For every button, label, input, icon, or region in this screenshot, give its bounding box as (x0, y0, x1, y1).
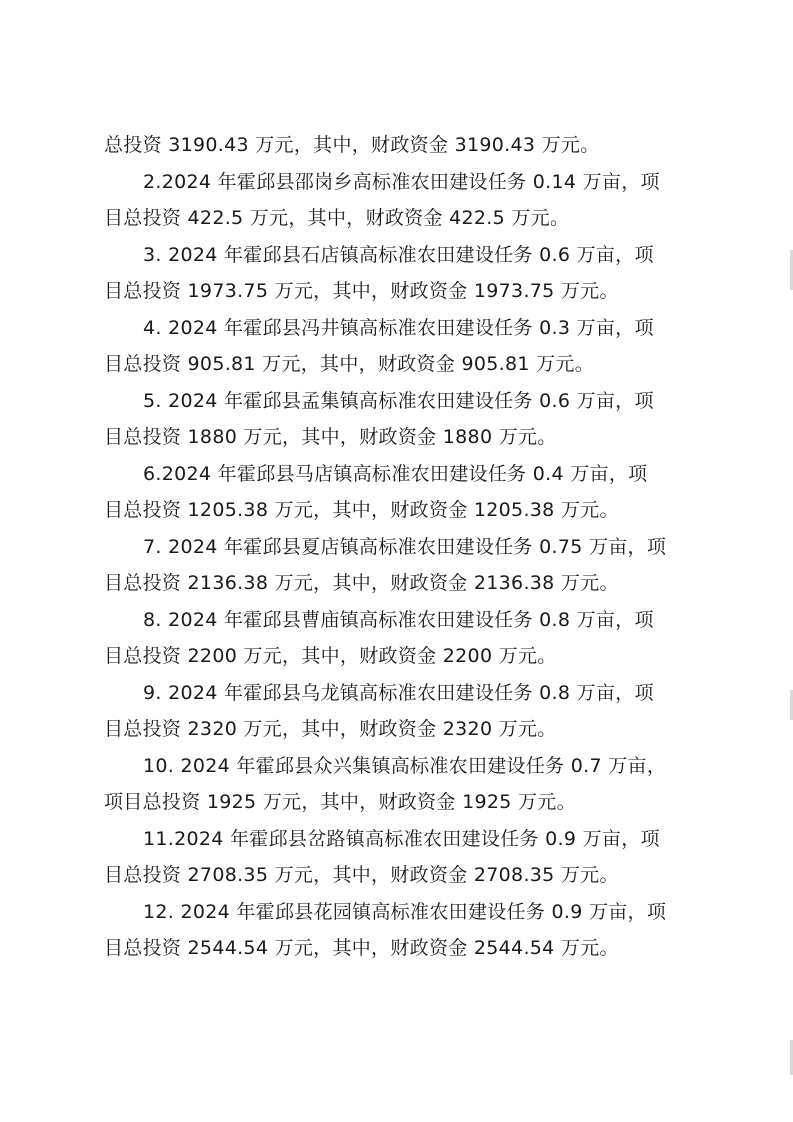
text-line: 项目总投资 1925 万元，其中，财政资金 1925 万元。 (104, 791, 576, 813)
text-line: 目总投资 1973.75 万元，其中，财政资金 1973.75 万元。 (104, 280, 619, 302)
text-line: 10. 2024 年霍邱县众兴集镇高标准农田建设任务 0.7 万亩， (143, 754, 667, 777)
text-line: 3. 2024 年霍邱县石店镇高标准农田建设任务 0.6 万亩，项 (143, 243, 654, 266)
text-line: 目总投资 422.5 万元，其中，财政资金 422.5 万元。 (104, 207, 570, 229)
text-line: 5. 2024 年霍邱县孟集镇高标准农田建设任务 0.6 万亩，项 (143, 389, 654, 412)
text-line: 总投资 3190.43 万元，其中，财政资金 3190.43 万元。 (104, 134, 600, 156)
text-line: 目总投资 2708.35 万元，其中，财政资金 2708.35 万元。 (104, 864, 619, 886)
document-body (104, 127, 690, 967)
text-line: 6.2024 年霍邱县马店镇高标准农田建设任务 0.4 万亩，项 (143, 462, 648, 485)
text-line: 目总投资 905.81 万元，其中，财政资金 905.81 万元。 (104, 353, 595, 375)
text-line: 目总投资 2136.38 万元，其中，财政资金 2136.38 万元。 (104, 572, 619, 594)
text-line: 目总投资 2544.54 万元，其中，财政资金 2544.54 万元。 (104, 937, 619, 959)
text-line: 目总投资 2320 万元，其中，财政资金 2320 万元。 (104, 718, 557, 740)
text-line: 12. 2024 年霍邱县花园镇高标准农田建设任务 0.9 万亩，项 (143, 900, 667, 923)
text-line: 目总投资 1880 万元，其中，财政资金 1880 万元。 (104, 426, 557, 448)
text-line: 2.2024 年霍邱县邵岗乡高标准农田建设任务 0.14 万亩，项 (143, 170, 660, 193)
text-line: 7. 2024 年霍邱县夏店镇高标准农田建设任务 0.75 万亩，项 (143, 535, 667, 558)
text-line: 8. 2024 年霍邱县曹庙镇高标准农田建设任务 0.8 万亩，项 (143, 608, 654, 631)
text-line: 目总投资 1205.38 万元，其中，财政资金 1205.38 万元。 (104, 499, 619, 521)
text-line: 11.2024 年霍邱县岔路镇高标准农田建设任务 0.9 万亩，项 (143, 827, 660, 850)
text-line: 4. 2024 年霍邱县冯井镇高标准农田建设任务 0.3 万亩，项 (143, 316, 654, 339)
text-line: 目总投资 2200 万元，其中，财政资金 2200 万元。 (104, 645, 557, 667)
text-line: 9. 2024 年霍邱县乌龙镇高标准农田建设任务 0.8 万亩，项 (143, 681, 654, 704)
